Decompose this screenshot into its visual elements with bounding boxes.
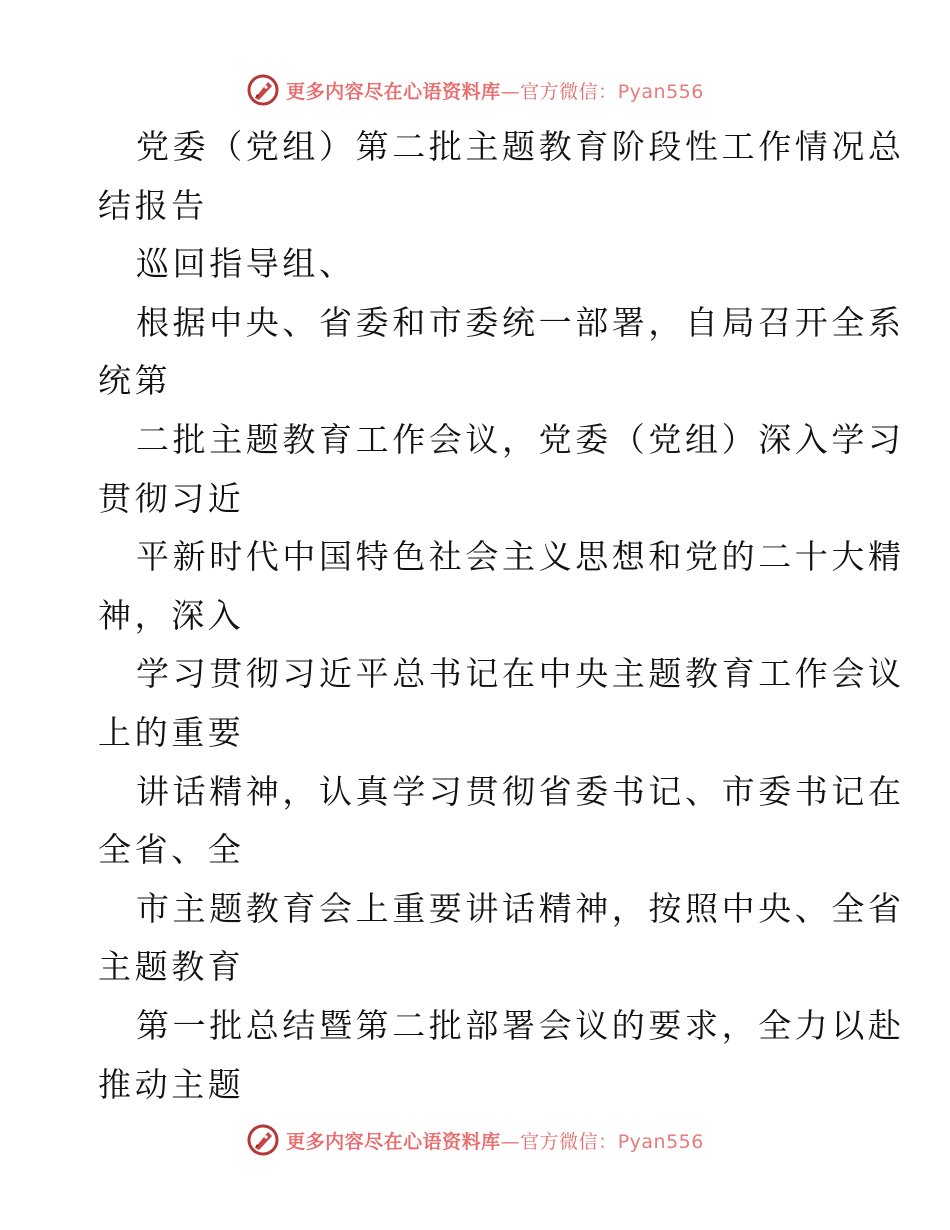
watermark-handle: Pyan556 (617, 1130, 704, 1153)
watermark-main-text: 更多内容尽在心语资料库 (286, 80, 501, 103)
document-body (98, 118, 905, 1114)
watermark-handle: Pyan556 (617, 80, 704, 103)
watermark-footer (0, 1120, 950, 1160)
text-line: 第一批总结暨第二批部署会议的要求，全力以赴 (136, 1005, 905, 1045)
text-line: 统第 (98, 361, 172, 401)
watermark-separator: — (500, 1130, 521, 1153)
watermark-official-label: 官方微信： (520, 1130, 618, 1153)
text-line: 结报告 (98, 185, 208, 225)
pen-nib-logo-icon (246, 73, 280, 107)
text-line: 市主题教育会上重要讲话精神，按照中央、全省 (136, 888, 905, 928)
text-line: 讲话精神，认真学习贯彻省委书记、市委书记在 (136, 771, 905, 811)
text-line: 二批主题教育工作会议，党委（党组）深入学习 (136, 419, 905, 459)
watermark-main-text: 更多内容尽在心语资料库 (286, 1130, 501, 1153)
pen-nib-logo-icon (246, 1123, 280, 1157)
text-line: 全省、全 (98, 830, 245, 870)
text-line: 学习贯彻习近平总书记在中央主题教育工作会议 (136, 654, 905, 694)
text-line: 根据中央、省委和市委统一部署，自局召开全系 (136, 302, 905, 342)
text-line: 主题教育 (98, 947, 245, 987)
text-line: 神，深入 (98, 595, 245, 635)
text-line: 推动主题 (98, 1064, 245, 1104)
text-line: 贯彻习近 (98, 478, 245, 518)
watermark-separator: — (500, 80, 521, 103)
watermark-official-label: 官方微信： (520, 80, 618, 103)
text-line: 党委（党组）第二批主题教育阶段性工作情况总 (136, 127, 905, 166)
text-line: 巡回指导组、 (136, 244, 356, 284)
text-line: 平新时代中国特色社会主义思想和党的二十大精 (136, 537, 905, 577)
text-line: 上的重要 (98, 712, 245, 752)
watermark-header (0, 70, 950, 110)
